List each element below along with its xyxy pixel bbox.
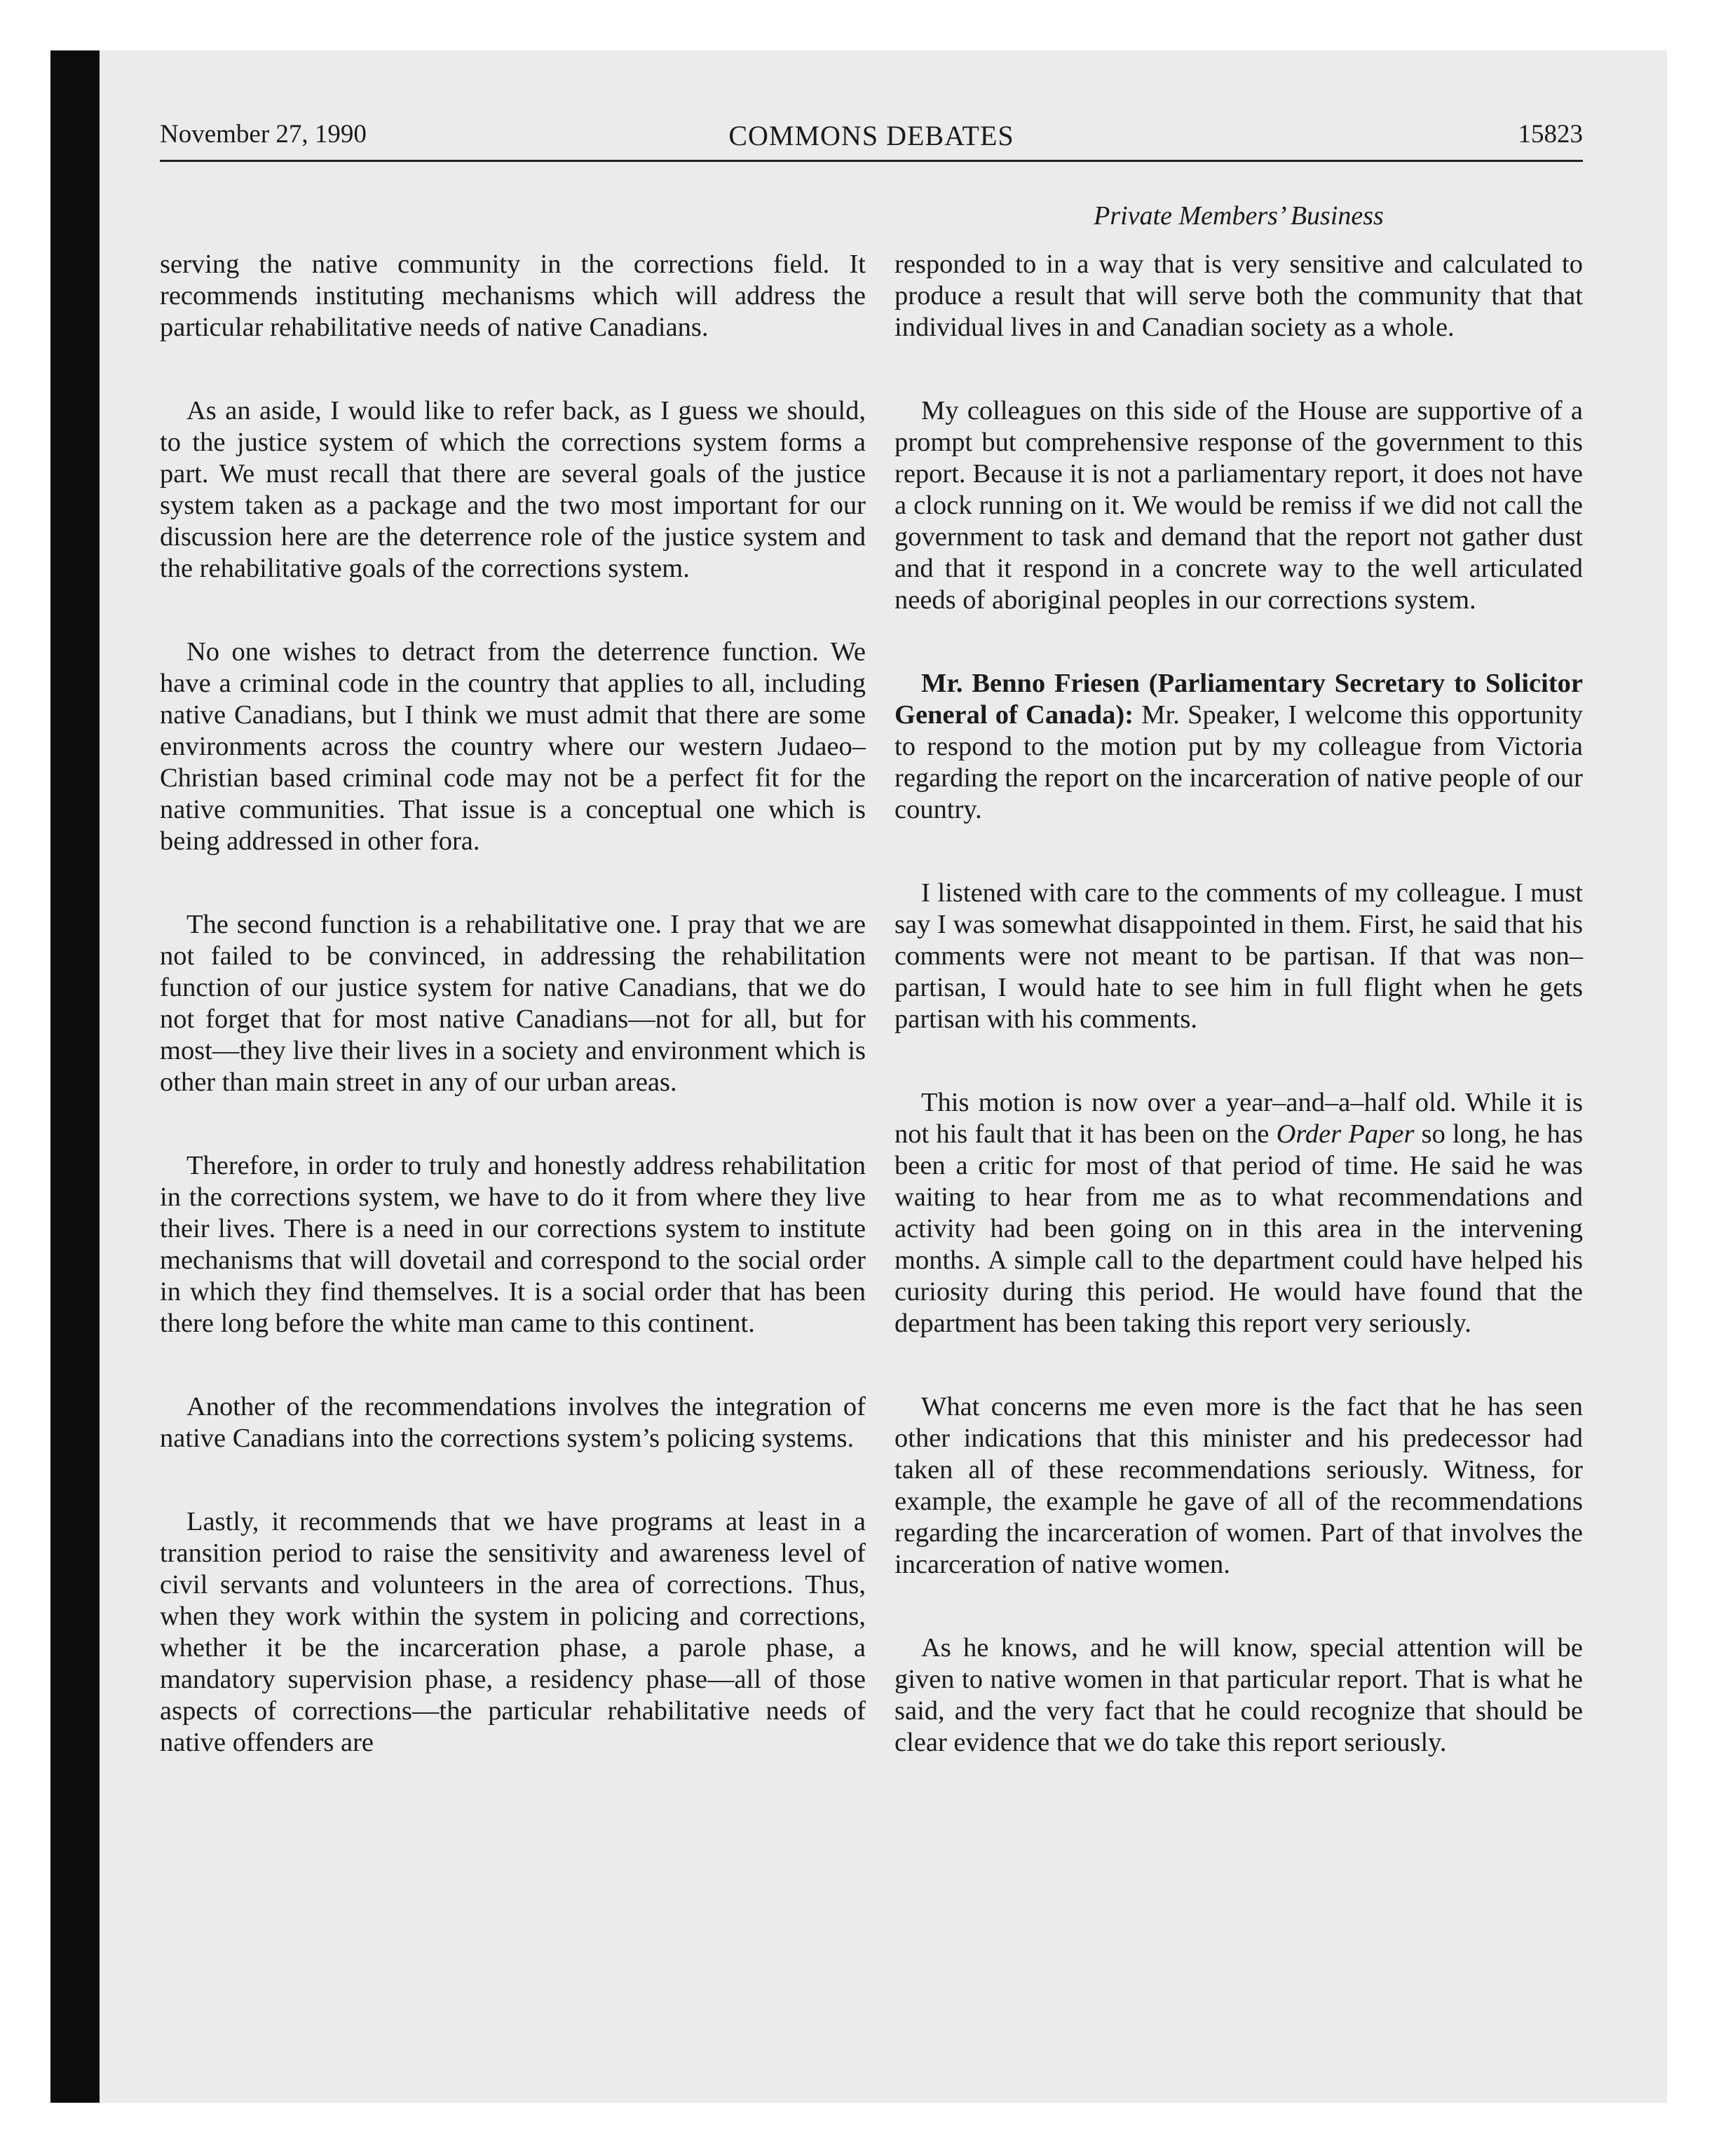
paragraph: The second function is a rehabilitative one. I pray that we are not failed to be convinced, in addressing the rehabilitation function of our justice system for native Canadians, that we do not forget that for most native Canadians—not for all, but for most—they live their lives in a society and environment which is other than main street in any of our urban areas. (160, 910, 866, 1097)
paragraph: Another of the recommendations involves the integration of native Canadians into the corrections system’s policing systems. (160, 1392, 866, 1453)
paragraph-text: This motion is now over a year–and–a–half old. While it is not his fault that it has been on the (894, 1088, 1583, 1149)
paragraph: Lastly, it recommends that we have programs at least in a transition period to raise the sensitivity and awareness level of civil servants and volunteers in the area of corrections. Thus, when they work within the system in policing and corrections, whether it be the incarceration phase, a parole phase, a mandatory supervision phase, a residency phase—all of those aspects of corrections—the particular rehabilitative needs of native offenders are (160, 1507, 866, 1757)
speech-text: Mr. Speaker, I welcome this opportunity to respond to the motion put by my colleague from Victoria regarding the report on the incarceration of native people of our country. (894, 700, 1583, 824)
paragraph (894, 1087, 1583, 1339)
right-column (894, 249, 1583, 1810)
paragraph: My colleagues on this side of the House are supportive of a prompt but comprehensive response of the government to this report. Because it is not a parliamentary report, it does not have a clock running on it. We would be remiss if we did not call the government to task and demand that the report not gather dust and that it respond in a concrete way to the well articulated needs of aboriginal peoples in our corrections system. (894, 396, 1583, 615)
page-number: 15823 (1518, 120, 1583, 149)
paragraph: What concerns me even more is the fact that he has seen other indications that this minister and his predecessor had taken all of these recommendations seriously. Witness, for example, the example he gave of all of the recommendations regarding the incarceration of women. Part of that involves the incarceration of native women. (894, 1392, 1583, 1579)
italic-title: Order Paper (1276, 1119, 1415, 1149)
section-title: Private Members’ Business (1094, 201, 1384, 231)
paragraph: I listened with care to the comments of my colleague. I must say I was somewhat disappointed in them. First, he said that his comments were not meant to be partisan. If that was non–partisan, I would hate to see him in full flight when he gets partisan with his comments. (894, 878, 1583, 1034)
paragraph-text: so long, he has been a critic for most of that period of time. He said he was waiting to hear from me as to what recommendations and activity had been going on in this area in the intervening months. A simple call to the department could have helped his curiosity during this period. He would have found that the department has been taking this report very seriously. (894, 1119, 1583, 1338)
header-rule (160, 160, 1583, 162)
left-column (160, 249, 866, 1810)
paragraph: No one wishes to detract from the deterrence function. We have a criminal code in the country that applies to all, including native Canadians, but I think we must admit that there are some environments across the country where our western Judaeo–Christian based criminal code may not be a perfect fit for the native communities. That issue is a conceptual one which is being addressed in other fora. (160, 637, 866, 856)
speaker-name: Mr. Benno Friesen (Parliamentary Secretary to Solicitor General of Canada): (894, 669, 1583, 730)
speech-paragraph (894, 668, 1583, 826)
paragraph: responded to in a way that is very sensitive and calculated to produce a result that will serve both the community that that individual lives in and Canadian society as a whole. (894, 250, 1583, 342)
paragraph: serving the native community in the corrections field. It recommends instituting mechanisms which will address the particular rehabilitative needs of native Canadians. (160, 250, 866, 342)
header-date: November 27, 1990 (160, 120, 367, 149)
header-title: COMMONS DEBATES (728, 120, 1014, 151)
paragraph: As he knows, and he will know, special attention will be given to native women in that particular report. That is what he said, and the very fact that he could recognize that should be clear evidence that we do take this report seriously. (894, 1633, 1583, 1757)
paragraph: Therefore, in order to truly and honestly address rehabilitation in the corrections system, we have to do it from where they live their lives. There is a need in our corrections system to institute mechanisms that will dovetail and correspond to the social order in which they find themselves. It is a social order that has been there long before the white man came to this continent. (160, 1151, 866, 1338)
binding-edge (50, 50, 100, 2103)
paragraph: As an aside, I would like to refer back, as I guess we should, to the justice system of which the corrections system forms a part. We must recall that there are several goals of the justice system taken as a package and the two most important for our discussion here are the deterrence role of the justice system and the rehabilitative goals of the corrections system. (160, 396, 866, 583)
page-header (160, 119, 1583, 161)
